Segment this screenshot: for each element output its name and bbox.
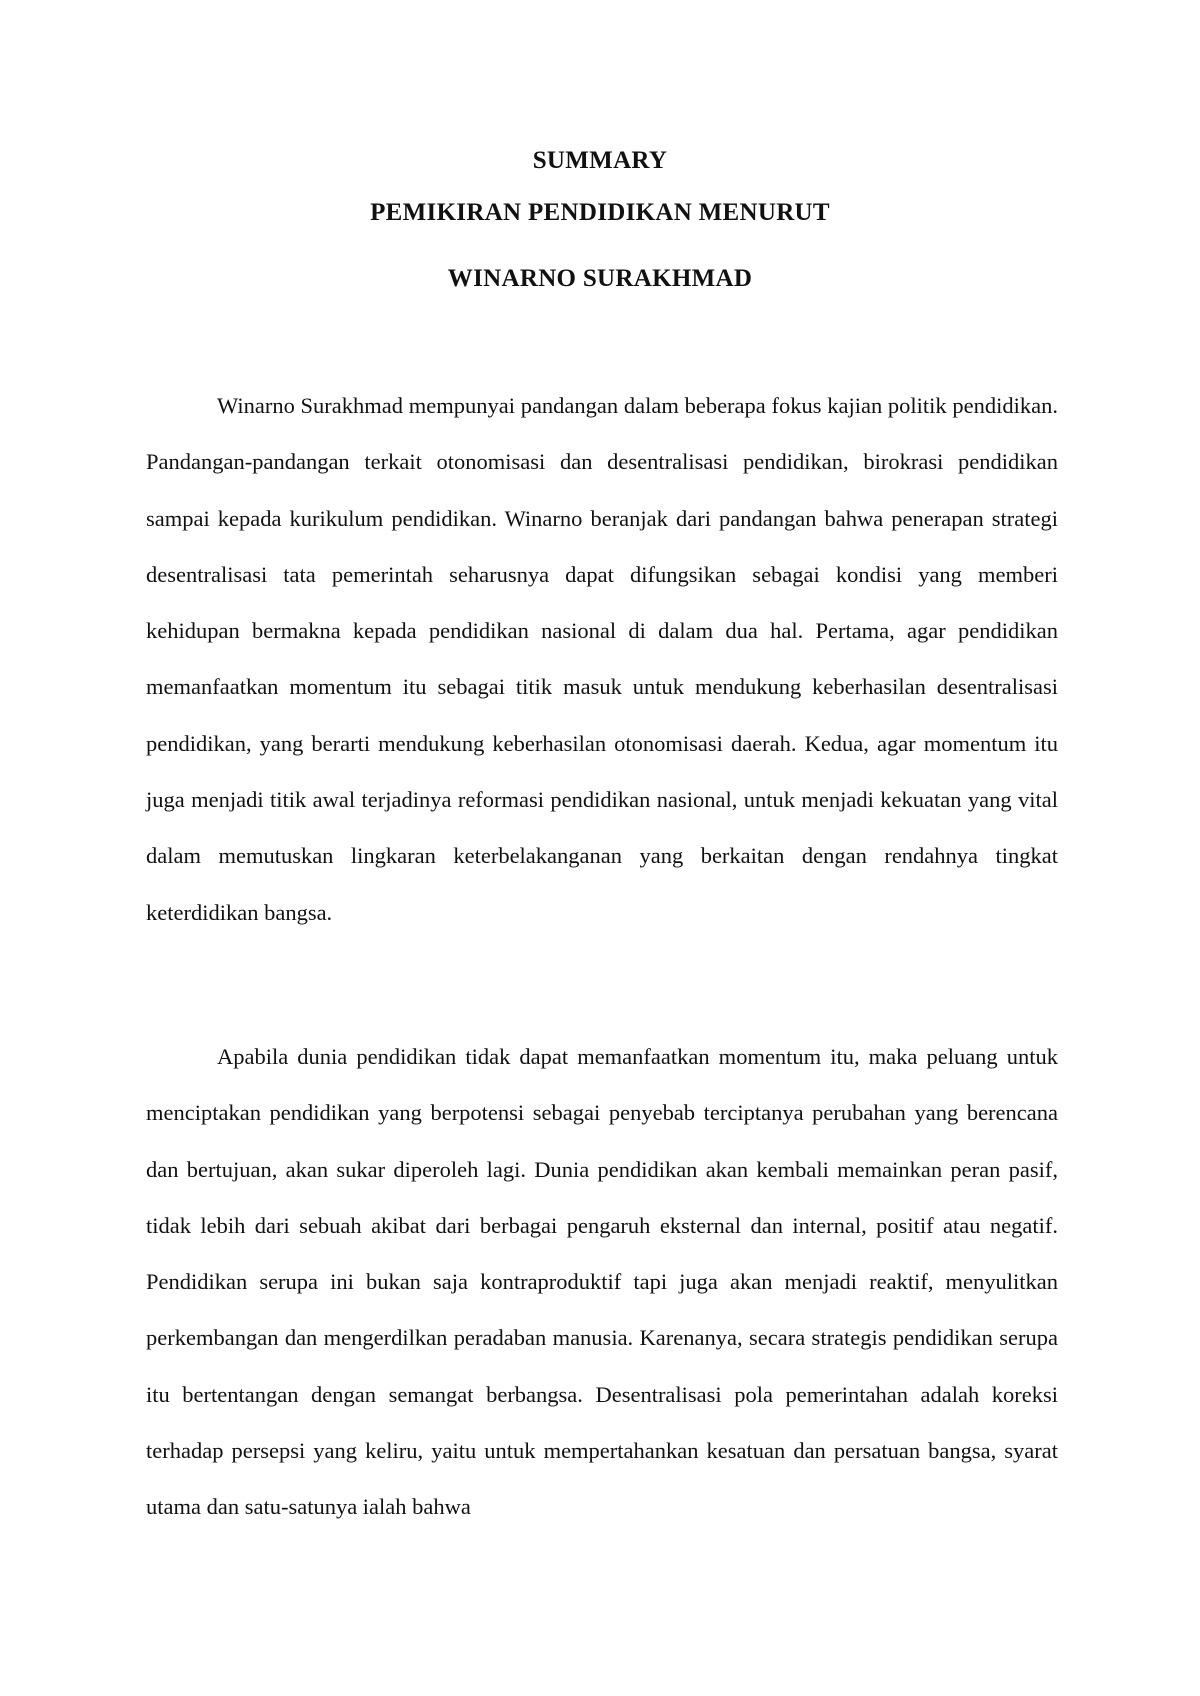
body-paragraph-2: Apabila dunia pendidikan tidak dapat memanfaatkan momentum itu, maka peluang untuk menciptakan pendidikan yang berpotensi sebagai penyebab terciptanya perubahan yang berencana dan bertujuan, akan sukar diperoleh lagi. Dunia pendidikan akan kembali memainkan peran pasif, tidak lebih dari sebuah akibat dari berbagai pengaruh eksternal dan internal, positif atau negatif. Pendidikan serupa ini bukan saja kontraproduktif tapi juga akan menjadi reaktif, menyulitkan perkembangan dan mengerdilkan peradaban manusia. Karenanya, secara strategis pendidikan serupa itu bertentangan dengan semangat berbangsa. Desentralisasi pola pemerintahan adalah koreksi terhadap persepsi yang keliru, yaitu untuk mempertahankan kesatuan dan persatuan bangsa, syarat utama dan satu-satunya ialah bahwa	[146, 1044, 1058, 1520]
document-title: SUMMARY	[532, 147, 668, 174]
document-subtitle-line-1: PEMIKIRAN PENDIDIKAN MENURUT	[370, 199, 830, 226]
body-paragraph-1: Winarno Surakhmad mempunyai pandangan dalam beberapa fokus kajian politik pendidikan. Pandangan-pandangan terkait otonomisasi dan desentralisasi pendidikan, birokrasi pendidikan sampai kepada kurikulum pendidikan. Winarno beranjak dari pandangan bahwa penerapan strategi desentralisasi tata pemerintah seharusnya dapat difungsikan sebagai kondisi yang memberi kehidupan bermakna kepada pendidikan nasional di dalam dua hal. Pertama, agar pendidikan memanfaatkan momentum itu sebagai titik masuk untuk mendukung keberhasilan desentralisasi pendidikan, yang berarti mendukung keberhasilan otonomisasi daerah. Kedua, agar momentum itu juga menjadi titik awal terjadinya reformasi pendidikan nasional, untuk menjadi kekuatan yang vital dalam memutuskan lingkaran keterbelakanganan yang berkaitan dengan rendahnya tingkat keterdidikan bangsa.	[146, 393, 1058, 925]
document-subtitle-line-2: WINARNO SURAKHMAD	[447, 265, 753, 292]
